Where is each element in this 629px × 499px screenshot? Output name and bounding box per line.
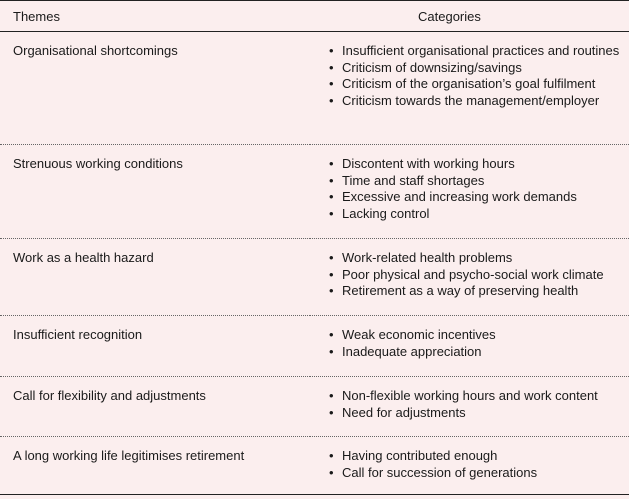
category-item: • Lacking control (329, 206, 629, 223)
category-list (323, 43, 629, 109)
theme-cell: Call for flexibility and adjustments (0, 377, 310, 437)
category-list (323, 327, 629, 360)
category-item: • Discontent with working hours (329, 156, 629, 173)
theme-cell: Strenuous working conditions (0, 145, 310, 239)
table-row (0, 32, 629, 145)
category-item: • Criticism of the organisation’s goal fulfilment (329, 76, 629, 93)
table-row (0, 377, 629, 437)
table-row (0, 239, 629, 316)
theme-cell: Organisational shortcomings (0, 32, 310, 145)
category-list (323, 388, 629, 421)
table-row (0, 145, 629, 239)
category-item: • Having contributed enough (329, 448, 629, 465)
category-item: • Poor physical and psycho-social work climate (329, 267, 629, 284)
category-item: • Inadequate appreciation (329, 344, 629, 361)
themes-header: Themes (0, 1, 310, 32)
category-item: • Excessive and increasing work demands (329, 189, 629, 206)
category-item: • Work-related health problems (329, 250, 629, 267)
table-header-row (0, 1, 629, 32)
categories-cell (310, 239, 629, 316)
category-item: • Call for succession of generations (329, 465, 629, 482)
category-item: • Retirement as a way of preserving health (329, 283, 629, 300)
theme-cell: Work as a health hazard (0, 239, 310, 316)
category-item: • Non-flexible working hours and work content (329, 388, 629, 405)
category-item: • Insufficient organisational practices and routines (329, 43, 629, 60)
theme-cell: Insufficient recognition (0, 316, 310, 377)
category-item: • Time and staff shortages (329, 173, 629, 190)
categories-cell (310, 316, 629, 377)
categories-cell (310, 32, 629, 145)
category-item: • Need for adjustments (329, 405, 629, 422)
theme-cell: A long working life legitimises retirement (0, 437, 310, 495)
categories-cell (310, 377, 629, 437)
category-list (323, 156, 629, 222)
category-item: • Weak economic incentives (329, 327, 629, 344)
categories-cell (310, 145, 629, 239)
category-item: • Criticism towards the management/employer (329, 93, 629, 110)
category-list (323, 250, 629, 300)
table-row (0, 316, 629, 377)
category-list (323, 448, 629, 481)
table-row (0, 437, 629, 495)
categories-cell (310, 437, 629, 495)
category-item: • Criticism of downsizing/savings (329, 60, 629, 77)
categories-header: Categories (310, 1, 629, 32)
